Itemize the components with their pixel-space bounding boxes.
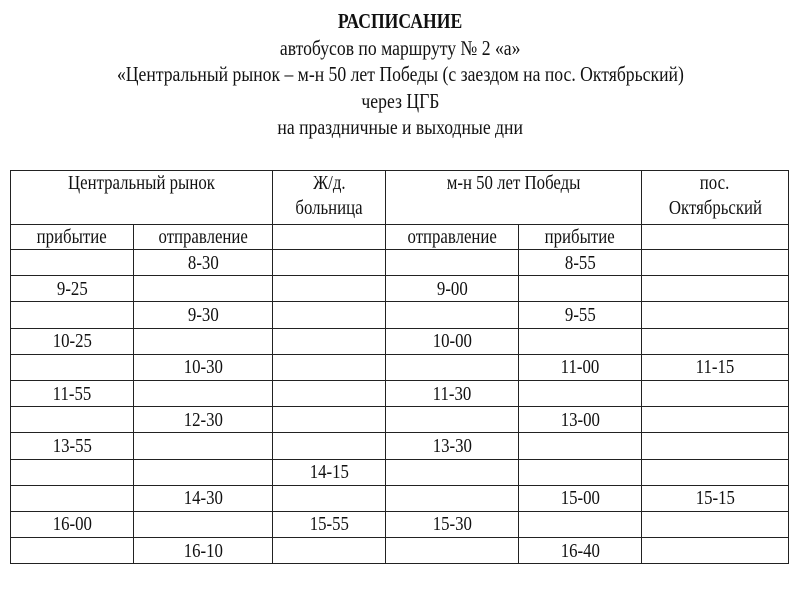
time-cell [134,433,273,459]
time-cell [642,328,789,354]
time-cell [11,250,134,276]
time-cell [642,250,789,276]
subtitle-route-name: «Центральный рынок – м-н 50 лет Победы (с заездом на пос. Октябрьский) [116,62,684,86]
time-cell [642,511,789,537]
time-cell [642,380,789,406]
table-row [11,407,789,433]
sub-header [273,225,386,250]
table-row [11,433,789,459]
time-cell [519,328,642,354]
time-cell: 11-00 [519,354,642,380]
time-cell [11,538,134,564]
table-row [11,538,789,564]
sub-header [642,225,789,250]
time-cell: 16-10 [134,538,273,564]
table-row [11,328,789,354]
time-cell [519,511,642,537]
time-cell [273,328,386,354]
time-cell [519,276,642,302]
time-cell [386,538,519,564]
time-cell [386,459,519,485]
time-cell: 9-55 [519,302,642,328]
time-cell [134,276,273,302]
table-row [11,302,789,328]
time-cell [11,407,134,433]
table-row [11,459,789,485]
time-cell: 14-15 [273,459,386,485]
time-cell: 9-00 [386,276,519,302]
subheader-row [11,225,789,250]
time-cell: 14-30 [134,485,273,511]
table-row [11,250,789,276]
time-cell [386,485,519,511]
time-cell: 15-00 [519,485,642,511]
schedule-table [10,170,789,564]
subtitle-via: через ЦГБ [360,88,440,113]
time-cell: 15-55 [273,511,386,537]
time-cell [273,433,386,459]
time-cell [642,538,789,564]
time-cell [11,302,134,328]
time-cell: 16-00 [11,511,134,537]
time-cell [519,459,642,485]
stops-header-row [11,171,789,225]
time-cell: 11-55 [11,380,134,406]
time-cell [642,302,789,328]
subtitle-route: автобусов по маршруту № 2 «а» [279,35,521,60]
time-cell [273,407,386,433]
sub-header: прибытие [11,225,134,250]
time-cell [386,354,519,380]
time-cell: 9-25 [11,276,134,302]
time-cell [642,407,789,433]
time-cell [273,538,386,564]
time-cell: 16-40 [519,538,642,564]
time-cell: 8-55 [519,250,642,276]
time-cell: 12-30 [134,407,273,433]
time-cell [134,380,273,406]
time-cell [273,250,386,276]
time-cell [273,354,386,380]
table-row [11,380,789,406]
table-row [11,485,789,511]
table-row [11,511,789,537]
time-cell [386,407,519,433]
time-cell [519,433,642,459]
time-cell [11,485,134,511]
time-cell [134,511,273,537]
time-cell [11,459,134,485]
time-cell: 13-55 [11,433,134,459]
time-cell [386,250,519,276]
document-header [0,8,800,141]
stop-hospital: Ж/д. больница [273,171,386,225]
time-cell [273,380,386,406]
time-cell [642,433,789,459]
time-cell: 10-25 [11,328,134,354]
time-cell [642,459,789,485]
time-cell [273,276,386,302]
time-cell [273,485,386,511]
time-cell [273,302,386,328]
time-cell: 8-30 [134,250,273,276]
title: РАСПИСАНИЕ [337,9,463,33]
stop-oktyabrsky: пос. Октябрьский [642,171,789,225]
time-cell [519,380,642,406]
time-cell [386,302,519,328]
sub-header: прибытие [519,225,642,250]
time-cell: 15-30 [386,511,519,537]
time-cell: 9-30 [134,302,273,328]
time-cell: 13-00 [519,407,642,433]
time-cell: 10-00 [386,328,519,354]
time-cell: 11-15 [642,354,789,380]
time-cell: 11-30 [386,380,519,406]
stop-pobedy: м-н 50 лет Победы [386,171,642,225]
table-row [11,276,789,302]
sub-header: отправление [386,225,519,250]
time-cell: 13-30 [386,433,519,459]
time-cell: 10-30 [134,354,273,380]
stop-central-market: Центральный рынок [11,171,273,225]
time-cell [134,328,273,354]
sub-header: отправление [134,225,273,250]
time-cell [11,354,134,380]
subtitle-days: на праздничные и выходные дни [277,115,523,139]
time-cell: 15-15 [642,485,789,511]
time-cell [134,459,273,485]
time-cell [642,276,789,302]
table-row [11,354,789,380]
